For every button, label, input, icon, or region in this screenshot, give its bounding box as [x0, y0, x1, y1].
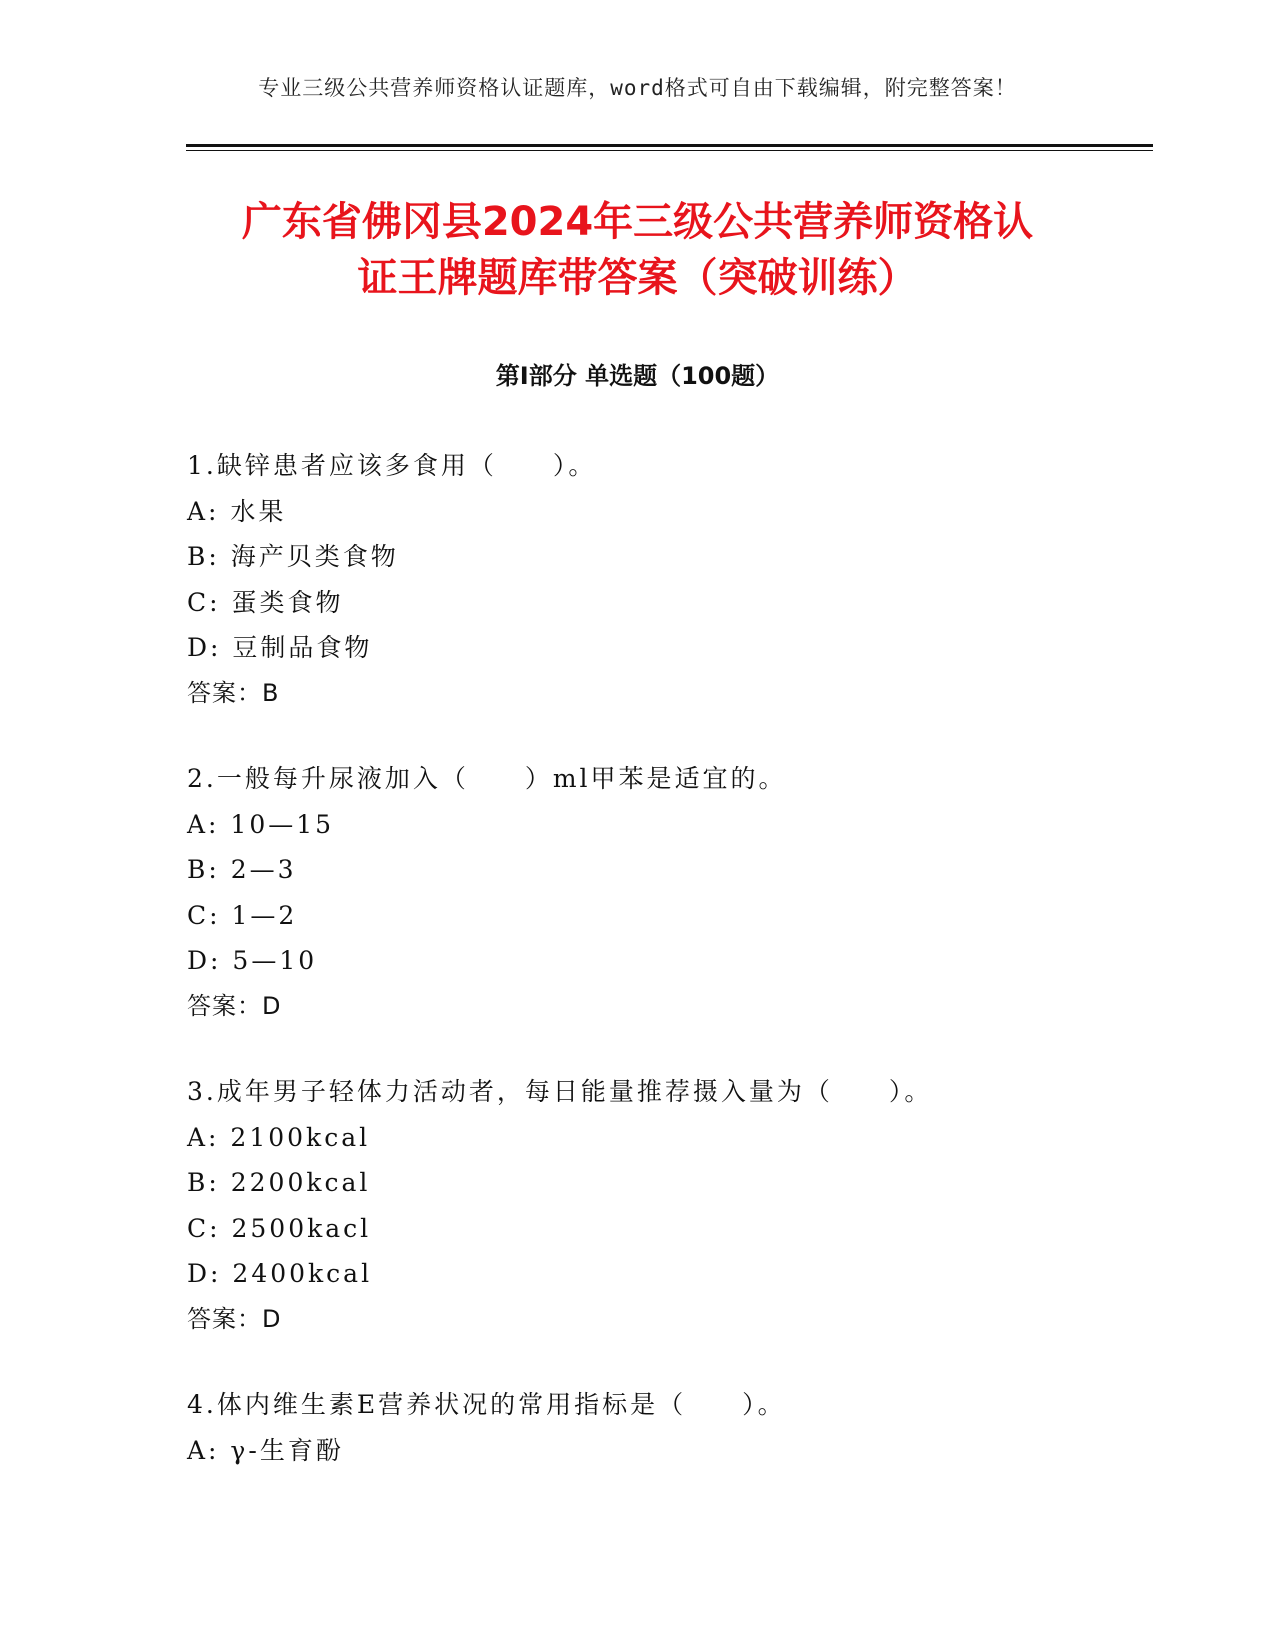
option-b: B: 2—3 [187, 855, 297, 884]
option-a: A: 水果 [187, 496, 287, 526]
answer-line: 答案：D [187, 1304, 282, 1333]
question-list [187, 443, 1137, 1513]
question-4 [187, 1382, 1137, 1473]
option-b: B: 海产贝类食物 [187, 542, 399, 571]
question-stem: 2.一般每升尿液加入（ ）ml甲苯是适宜的。 [187, 764, 787, 793]
header-divider-thick [186, 144, 1153, 147]
answer-line: 答案：D [187, 991, 282, 1020]
option-d: D: 5—10 [187, 946, 318, 975]
header-divider-thin [186, 150, 1153, 151]
question-stem: 1.缺锌患者应该多食用（ ）。 [187, 451, 597, 480]
question-1 [187, 443, 1137, 716]
question-3 [187, 1069, 1137, 1342]
option-b: B: 2200kcal [187, 1168, 371, 1197]
option-a: A: γ-生育酚 [187, 1435, 344, 1465]
option-c: C: 蛋类食物 [187, 587, 344, 617]
title-line-1: 广东省佛冈县2024年三级公共营养师资格认 [241, 199, 1034, 245]
section-heading: 第Ⅰ部分 单选题（100题） [495, 362, 780, 390]
header-note: 专业三级公共营养师资格认证题库，word格式可自由下载编辑，附完整答案！ [258, 76, 1017, 100]
answer-line: 答案：B [187, 678, 280, 707]
document-title [150, 194, 1125, 306]
option-a: A: 10—15 [187, 809, 335, 839]
question-2 [187, 756, 1137, 1029]
question-stem: 3.成年男子轻体力活动者，每日能量推荐摄入量为（ ）。 [187, 1077, 933, 1106]
option-d: D: 豆制品食物 [187, 633, 373, 662]
option-c: C: 2500kacl [187, 1213, 372, 1243]
title-line-2: 证王牌题库带答案（突破训练） [357, 255, 918, 301]
option-d: D: 2400kcal [187, 1259, 373, 1288]
question-stem: 4.体内维生素E营养状况的常用指标是（ ）。 [187, 1390, 786, 1419]
option-a: A: 2100kcal [187, 1122, 371, 1152]
option-c: C: 1—2 [187, 900, 298, 930]
